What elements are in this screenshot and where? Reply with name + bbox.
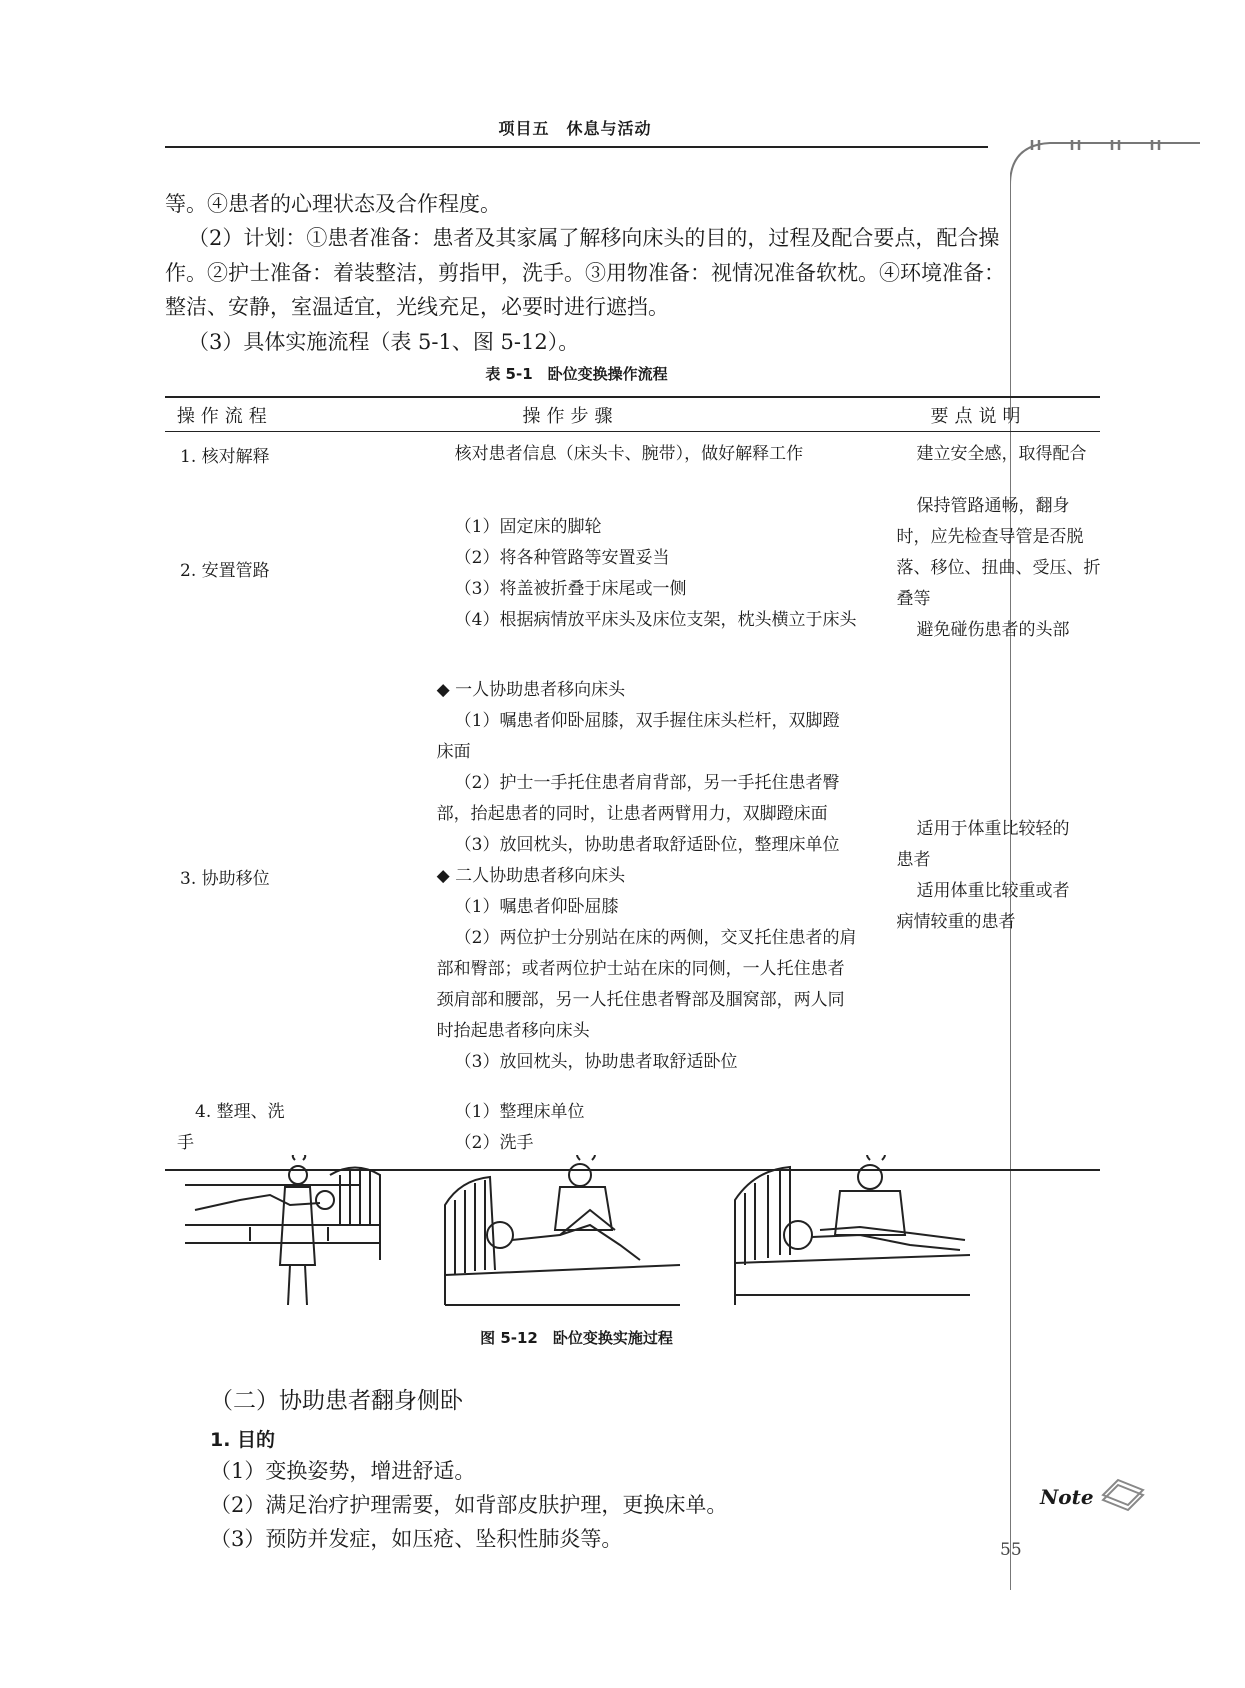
action-line: （1）嘱患者仰卧屈膝，双手握住床头栏杆，双脚蹬	[454, 710, 840, 731]
note-line: 落、移位、扭曲、受压、折	[896, 558, 1101, 578]
header-steps: 操作步骤	[285, 397, 857, 432]
action-line: （1）嘱患者仰卧屈膝	[454, 896, 619, 917]
action-line: 部，抬起患者的同时，让患者两臂用力，双脚蹬床面	[436, 803, 828, 824]
step-cell: 3. 协助移位	[180, 868, 270, 889]
action-line: （2）护士一手托住患者肩背部，另一手托住患者臀	[454, 772, 840, 793]
note-line: 适用体重比较重或者	[916, 881, 1070, 901]
note-line: 避免碰伤患者的头部	[916, 620, 1070, 640]
action-line: 部和臀部；或者两位护士站在床的同侧，一人托住患者	[436, 958, 845, 979]
table-row	[165, 476, 1100, 661]
table-row	[165, 661, 1100, 1091]
paragraph-2-line-1: （2）计划：①患者准备：患者及其家属了解移向床头的目的，过程及配合要点，配合操	[188, 226, 1000, 250]
figure-panel-one-nurse	[180, 1155, 395, 1315]
note-line: 病情较重的患者	[896, 912, 1016, 932]
notebook-icon	[1098, 1475, 1148, 1515]
header-rule	[165, 146, 988, 148]
paragraph-1: 等。④患者的心理状态及合作程度。	[165, 192, 501, 216]
note-line: 建立安全感，取得配合	[916, 443, 1087, 464]
action-line: （2）两位护士分别站在床的两侧，交叉托住患者的肩	[454, 927, 857, 948]
action-line: （3）放回枕头，协助患者取舒适卧位，整理床单位	[454, 834, 840, 855]
page-number: 55	[1000, 1540, 1022, 1560]
header-procedure: 操作流程	[165, 397, 285, 432]
step-cell-line: 手	[177, 1133, 194, 1153]
paragraph-3: （3）具体实施流程（表 5-1、图 5-12）。	[188, 330, 580, 354]
note-line: 保持管路通畅，翻身	[916, 496, 1070, 516]
margin-note-label: Note	[1040, 1485, 1094, 1509]
step-cell: 1. 核对解释	[180, 446, 270, 467]
action-line: （3）将盖被折叠于床尾或一侧	[454, 578, 687, 599]
action-line: 时抬起患者移向床头	[436, 1020, 590, 1041]
procedure-table	[165, 396, 1100, 1171]
action-line: ◆ 一人协助患者移向床头	[436, 679, 626, 700]
table-caption: 表 5-1 卧位变换操作流程	[485, 365, 668, 383]
note-line: 时，应先检查导管是否脱	[896, 527, 1084, 547]
header-notes: 要点说明	[856, 397, 1100, 432]
action-line: （2）将各种管路等安置妥当	[454, 547, 670, 568]
list-item: （2）满足治疗护理需要，如背部皮肤护理，更换床单。	[210, 1493, 728, 1517]
note-line: 叠等	[896, 589, 931, 609]
list-item: （3）预防并发症，如压疮、坠积性肺炎等。	[210, 1527, 623, 1551]
figure-panel-two-nurses	[730, 1155, 975, 1315]
action-line: 核对患者信息（床头卡、腕带），做好解释工作	[454, 443, 804, 464]
action-line: 颈肩部和腰部，另一人托住患者臀部及腘窝部，两人同	[436, 989, 845, 1010]
figure-caption: 图 5-12 卧位变换实施过程	[480, 1329, 673, 1347]
note-line: 适用于体重比较轻的	[916, 819, 1070, 839]
running-header: 项目五 休息与活动	[498, 119, 652, 138]
table-row	[165, 432, 1100, 477]
step-cell: 2. 安置管路	[180, 561, 270, 581]
action-line: （2）洗手	[454, 1133, 534, 1153]
section-subheading: 1. 目的	[210, 1429, 276, 1451]
action-line: ◆ 二人协助患者移向床头	[436, 865, 626, 886]
paragraph-2-line-2: 作。②护士准备：着装整洁，剪指甲，洗手。③用物准备：视情况准备软枕。④环境准备：	[165, 261, 1005, 285]
action-line: 床面	[436, 741, 471, 762]
list-item: （1）变换姿势，增进舒适。	[210, 1459, 476, 1483]
note-line: 患者	[896, 850, 931, 870]
figure-panel-patient-knees	[440, 1155, 685, 1315]
action-line: （1）整理床单位	[454, 1102, 585, 1122]
action-line: （3）放回枕头，协助患者取舒适卧位	[454, 1051, 738, 1072]
section-heading: （二）协助患者翻身侧卧	[210, 1388, 463, 1414]
step-cell-line: 4. 整理、洗	[195, 1102, 285, 1122]
paragraph-2-line-3: 整洁、安静，室温适宜，光线充足，必要时进行遮挡。	[165, 295, 669, 319]
action-line: （1）固定床的脚轮	[454, 516, 602, 537]
action-line: （4）根据病情放平床头及床位支架，枕头横立于床头	[454, 609, 857, 630]
